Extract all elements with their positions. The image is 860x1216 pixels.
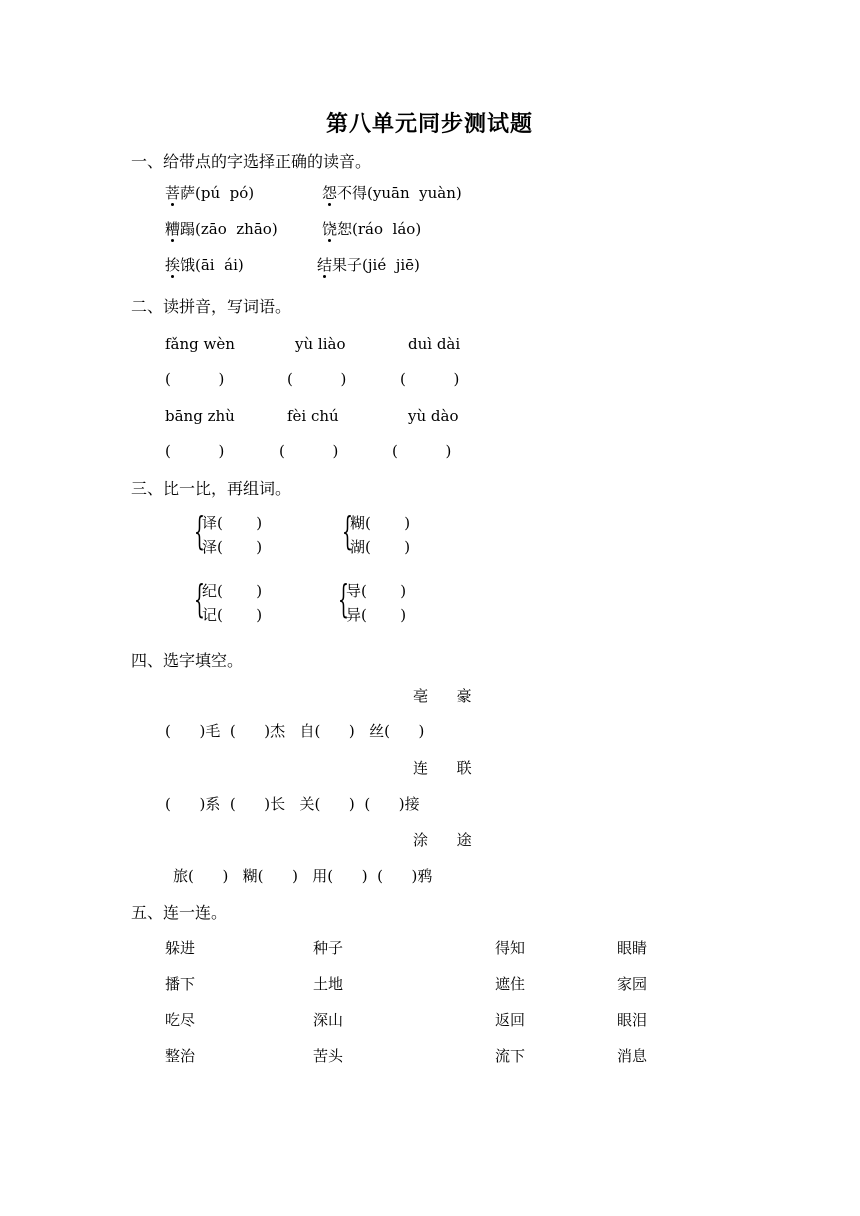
match-word[interactable]: 返回	[495, 1011, 526, 1029]
pronunciation-item-6: 结果子(jié jiē)	[317, 256, 420, 274]
page-title: 第八单元同步测试题	[326, 111, 534, 137]
pronunciation-item-4: 饶恕(ráo láo)	[322, 220, 422, 238]
match-word[interactable]: 种子	[313, 939, 344, 957]
pinyin-2: yù liào	[295, 335, 346, 353]
choice-characters: 涂 途	[413, 831, 472, 849]
pronunciation-item-3: 糟蹋(zāo zhāo)	[165, 220, 278, 238]
fill-line: 旅( ) 糊( ) 用( ) ( )鸦	[173, 867, 433, 885]
match-word[interactable]: 流下	[495, 1047, 526, 1065]
match-word[interactable]: 吃尽	[165, 1011, 196, 1029]
fill-line: ( )系 ( )长 关( ) ( )接	[165, 795, 420, 813]
compare-word: 纪( )	[202, 582, 263, 600]
pinyin-6: yù dào	[408, 407, 459, 425]
answer-blank[interactable]: ( )	[279, 442, 339, 460]
section-4-heading: 四、选字填空。	[131, 651, 244, 670]
match-word[interactable]: 消息	[617, 1047, 648, 1065]
match-word[interactable]: 躲进	[165, 939, 196, 957]
pinyin-1: fǎng wèn	[165, 335, 235, 353]
match-word[interactable]: 眼睛	[617, 939, 648, 957]
answer-blank[interactable]: ( )	[400, 370, 460, 388]
match-word[interactable]: 深山	[313, 1011, 344, 1029]
brace-icon: {	[342, 509, 353, 553]
brace-icon: {	[194, 509, 205, 553]
match-word[interactable]: 整治	[165, 1047, 196, 1065]
pinyin-4: bāng zhù	[165, 407, 235, 425]
section-1-heading: 一、给带点的字选择正确的读音。	[131, 152, 372, 171]
answer-blank[interactable]: ( )	[287, 370, 347, 388]
compare-word: 泽( )	[202, 538, 263, 556]
compare-word: 译( )	[202, 514, 263, 532]
compare-word: 异( )	[346, 606, 407, 624]
choice-characters: 亳 豪	[413, 687, 472, 705]
fill-line: ( )毛 ( )杰 自( ) 丝( )	[165, 722, 425, 740]
choice-characters: 连 联	[413, 759, 472, 777]
pinyin-3: duì dài	[408, 335, 461, 353]
match-word[interactable]: 土地	[313, 975, 344, 993]
compare-word: 导( )	[346, 582, 407, 600]
answer-blank[interactable]: ( )	[165, 442, 225, 460]
match-word[interactable]: 眼泪	[617, 1011, 648, 1029]
brace-icon: {	[194, 577, 205, 621]
section-5-heading: 五、连一连。	[131, 903, 228, 922]
section-3-heading: 三、比一比，再组词。	[131, 479, 292, 498]
pronunciation-item-2: 怨不得(yuān yuàn)	[322, 184, 462, 202]
match-word[interactable]: 得知	[495, 939, 526, 957]
compare-word: 湖( )	[350, 538, 411, 556]
pronunciation-item-5: 挨饿(āi ái)	[165, 256, 244, 274]
pinyin-5: fèi chú	[287, 407, 339, 425]
match-word[interactable]: 播下	[165, 975, 196, 993]
match-word[interactable]: 苦头	[313, 1047, 344, 1065]
compare-word: 记( )	[202, 606, 263, 624]
pronunciation-item-1: 菩萨(pú pó)	[165, 184, 255, 202]
answer-blank[interactable]: ( )	[392, 442, 452, 460]
match-word[interactable]: 家园	[617, 975, 648, 993]
compare-word: 糊( )	[350, 514, 411, 532]
brace-icon: {	[338, 577, 349, 621]
section-2-heading: 二、读拼音，写词语。	[131, 297, 292, 316]
answer-blank[interactable]: ( )	[165, 370, 225, 388]
match-word[interactable]: 遮住	[495, 975, 526, 993]
